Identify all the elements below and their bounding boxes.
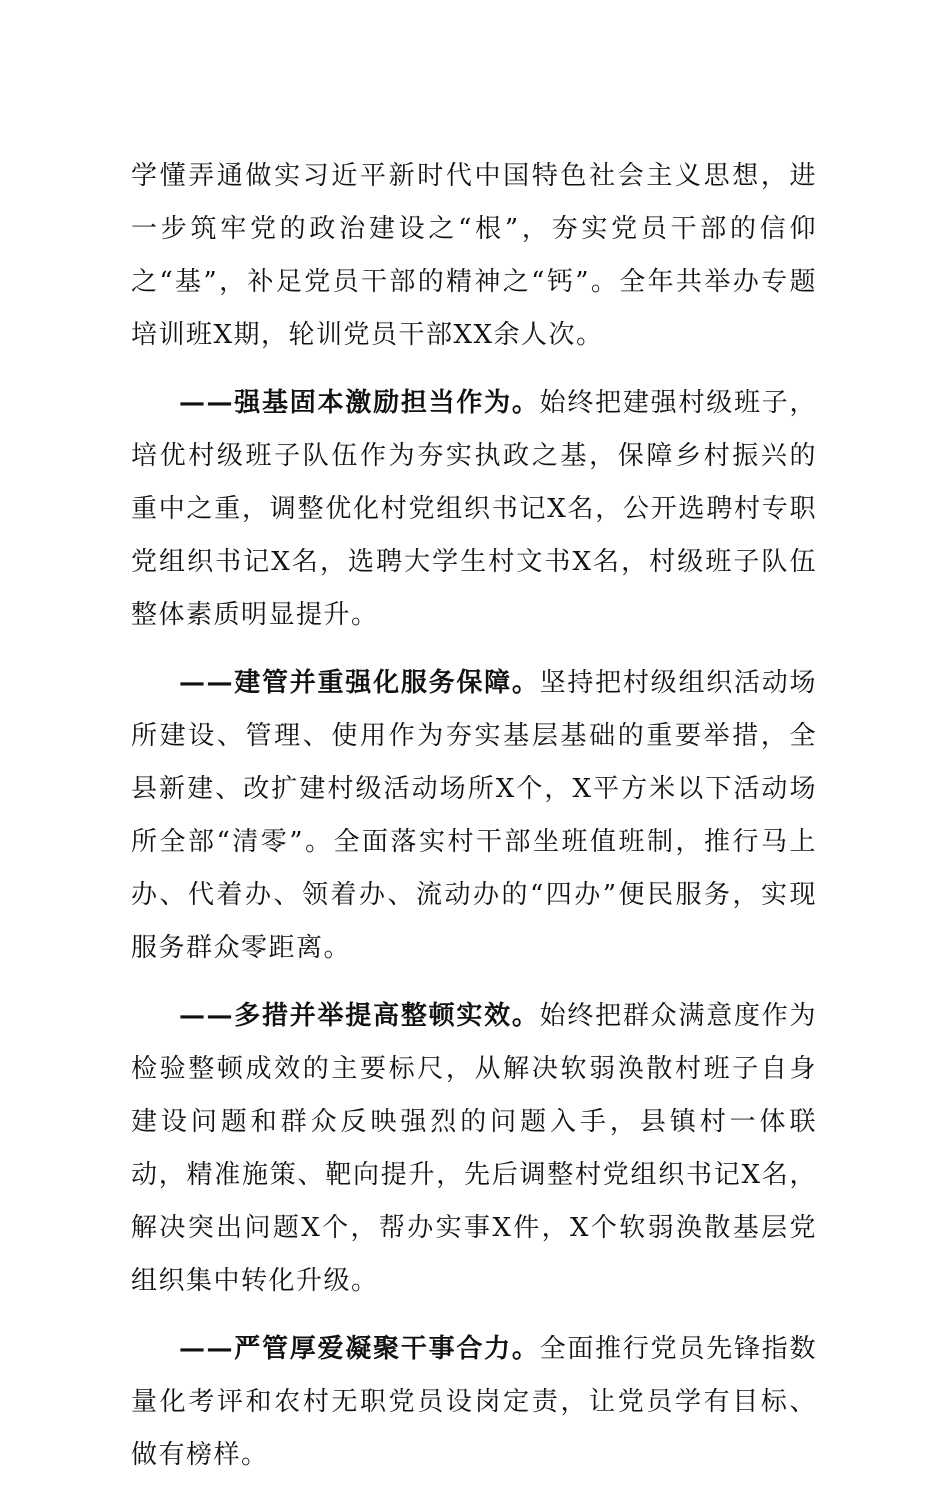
paragraph-2-text: 始终把建强村级班子，培优村级班子队伍作为夯实执政之基，保障乡村振兴的重中之重，调整优化村党组织书记X名，公开选聘村专职党组织书记X名，选聘大学生村文书X名，村级班子队伍整体素质明显提升。: [131, 388, 817, 630]
paragraph-1-text: 学懂弄通做实习近平新时代中国特色社会主义思想，进一步筑牢党的政治建设之“根”，夯实党员干部的信仰之“基”，补足党员干部的精神之“钙”。全年共举办专题培训班X期，轮训党员干部XX余人次。: [131, 161, 817, 350]
paragraph-3-text: 坚持把村级组织活动场所建设、管理、使用作为夯实基层基础的重要举措，全县新建、改扩建村级活动场所X个，X平方米以下活动场所全部“清零”。全面落实村干部坐班值班制，推行马上办、代着办、领着办、流动办的“四办”便民服务，实现服务群众零距离。: [131, 668, 817, 963]
paragraph-3-lead: ——建管并重强化服务保障。: [179, 668, 540, 698]
paragraph-5-text: 全面推行党员先锋指数量化考评和农村无职党员设岗定责，让党员学有目标、做有榜样。: [131, 1334, 817, 1470]
paragraph-2-lead: ——强基固本激励担当作为。: [179, 388, 540, 418]
paragraph-4-lead: ——多措并举提高整顿实效。: [179, 1001, 540, 1031]
paragraph-2: [131, 377, 817, 642]
paragraph-4: [131, 990, 817, 1308]
paragraph-3: [131, 657, 817, 975]
paragraph-5-lead: ——严管厚爱凝聚干事合力。: [179, 1334, 540, 1364]
paragraph-1: [131, 150, 817, 362]
paragraph-4-text: 始终把群众满意度作为检验整顿成效的主要标尺，从解决软弱涣散村班子自身建设问题和群众反映强烈的问题入手，县镇村一体联动，精准施策、靶向提升，先后调整村党组织书记X名，解决突出问题X个，帮办实事X件，X个软弱涣散基层党组织集中转化升级。: [131, 1001, 817, 1296]
document-page: [131, 150, 817, 1497]
paragraph-5: [131, 1323, 817, 1482]
